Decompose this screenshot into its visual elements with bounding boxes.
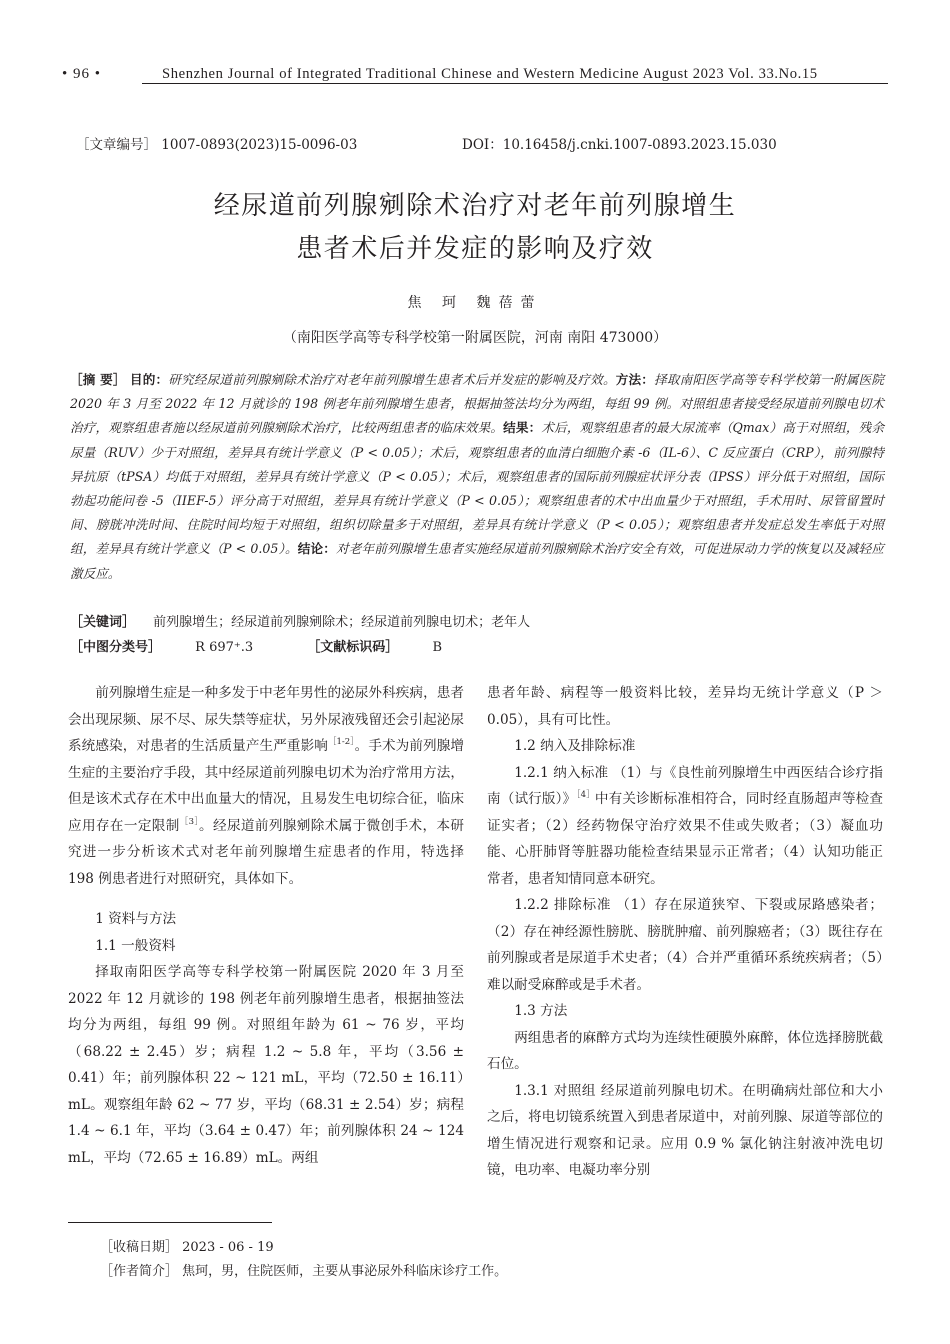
abstract <box>70 368 884 586</box>
clc-label: ［中图分类号］ <box>70 640 162 655</box>
inclusion-text-a: 1.2.1 纳入标准 （1）与《良性前列腺增生中西医结合诊疗指南（试行版）》 <box>487 764 883 807</box>
method-text: 择取南阳医学高等专科学校第一附属医院 2020 年 3 月至 2022 年 12 月就诊的 198 例老年前列腺增生患者，根据抽签法均分为两组，每组 99 例。对照组患者接受经尿道前列腺电切术治疗，观察组患者施以经尿道前列腺剜除术治疗，比较两组患者的临床效果。 <box>70 372 885 436</box>
footnote-rule <box>68 1222 272 1223</box>
result-label: 结果： <box>503 420 542 436</box>
keywords-label: ［关键词］ <box>70 615 136 630</box>
doi: DOI：10.16458/j.cnki.1007-0893.2023.15.030 <box>462 137 777 153</box>
inclusion-paragraph <box>487 760 883 893</box>
section-heading-1-3: 1.3 方法 <box>514 1003 568 1019</box>
intro-text-b: 。手术为前列腺增生症的主要治疗手段，其中经尿道前列腺电切术为治疗常用方法，但是该术式存在术中出血量大的情况，且易发生电切综合征，临床应用存在一定限制 <box>68 738 464 834</box>
clc-value: R 697⁺.3 <box>195 640 254 655</box>
running-header <box>62 56 888 86</box>
method-paragraph: 两组患者的麻醉方式均为连续性硬膜外麻醉，体位选择膀胱截石位。 <box>487 1029 883 1072</box>
page-number: • 96 • <box>62 66 102 82</box>
method-label: 方法： <box>615 372 655 387</box>
journal-name: Shenzhen Journal of Integrated Traditional Chinese and Western Medicine August 2023 Vol. 33.No.15 <box>162 66 818 82</box>
ref-3: ［3］ <box>179 816 200 827</box>
inclusion-text-b: 中有关诊断标准相符合，同时经直肠超声等检查证实者；（2）经药物保守治疗效果不佳或失败者；（3）凝血功能、心肝肺肾等脏器功能检查结果显示正常者；（4）认知功能正常者，患者知情同意本研究。 <box>487 791 883 887</box>
classification <box>70 636 884 655</box>
header-rule <box>142 83 888 84</box>
exclusion-paragraph: 1.2.2 排除标准 （1）存在尿道狭窄、下裂或尿路感染者；（2）存在神经源性膀胱、膀胱肿瘤、前列腺癌者；（3）既往存在前列腺或者是尿道手术史者；（4）合并严重循环系统疾病者；（5）难以耐受麻醉或是手术者。 <box>487 897 883 993</box>
objective-label: 目的： <box>129 372 169 387</box>
conclusion-text: 对老年前列腺增生患者实施经尿道前列腺剜除术治疗安全有效，可促进尿动力学的恢复以及减轻应激反应。 <box>70 541 884 581</box>
title-line-1: 经尿道前列腺剜除术治疗对老年前列腺增生 <box>213 191 737 221</box>
left-column <box>68 680 464 1171</box>
intro-text-a: 前列腺增生症是一种多发于中老年男性的泌尿外科疾病，患者会出现尿频、尿不尽、尿失禁等症状，另外尿液残留还会引起泌尿系统感染，对患者的生活质量产生严重影响 <box>68 685 464 754</box>
ref-1-2: ［1-2］ <box>327 737 355 747</box>
conclusion-label: 结论： <box>297 541 336 557</box>
abstract-label: ［摘 要］ <box>70 372 126 387</box>
keywords-text: 前列腺增生；经尿道前列腺剜除术；经尿道前列腺电切术；老年人 <box>153 615 531 630</box>
authors: 焦 珂 魏蓓蕾 <box>407 295 543 311</box>
intro-paragraph <box>68 680 464 892</box>
section-heading-1-1: 1.1 一般资料 <box>95 937 176 954</box>
article-id: ［文章编号］ 1007-0893(2023)15-0096-03 <box>76 137 358 153</box>
control-group-paragraph: 1.3.1 对照组 经尿道前列腺电切术。在明确病灶部位和大小之后，将电切镜系统置入到患者尿道中，对前列腺、尿道等部位的增生情况进行观察和记录。应用 0.9 % 氯化钠注射液冲洗电切镜，电功率、电凝功率分别 <box>487 1082 883 1178</box>
general-data-continued: 患者年龄、病程等一般资料比较，差异均无统计学意义（P ＞ 0.05），具有可比性。 <box>487 685 883 728</box>
right-column <box>487 680 883 1184</box>
keywords <box>70 611 884 630</box>
author-bio: ［作者简介］ 焦珂，男，住院医师，主要从事泌尿外科临床诊疗工作。 <box>100 1264 508 1279</box>
intro-text-c: 。经尿道前列腺剜除术属于微创手术，本研究进一步分析该术式对老年前列腺增生症患者的作用，特选择 198 例患者进行对照研究，具体如下。 <box>68 817 464 887</box>
received-date: ［收稿日期］ 2023 - 06 - 19 <box>100 1240 274 1255</box>
result-text: 术后，观察组患者的最大尿流率（Qmax）高于对照组，残余尿量（RUV）少于对照组，差异具有统计学意义（P < 0.05）；术后，观察组患者的血清白细胞介素 -6（IL-6）、C 反应蛋白（CRP），前列腺特异抗原（tPSA）均低于对照组，差异具有统计学意义（P < 0.05）；术后，观察组患者的国际前列腺症状评分表（IPSS）评分低于对照组，国际勃起功能问卷 -5（IIEF-5）评分高于对照组，差异具有统计学意义（P < 0.05）；观察组患者的术中出血量少于对照组，手术用时、尿管留置时间、膀胱冲洗时间、住院时间均短于对照组，组织切除量多于对照组，差异具有统计学意义（P < 0.05）；观察组患者并发症总发生率低于对照组，差异具有统计学意义（P < 0.05）。 <box>70 420 885 557</box>
doc-label: ［文献标识码］ <box>307 640 399 655</box>
objective-text: 研究经尿道前列腺剜除术治疗对老年前列腺增生患者术后并发症的影响及疗效。 <box>168 372 616 387</box>
section-heading-1-2: 1.2 纳入及排除标准 <box>514 738 636 754</box>
section-heading-1: 1 资料与方法 <box>95 911 177 927</box>
doc-value: B <box>432 640 443 655</box>
affiliation: （南阳医学高等专科学校第一附属医院，河南 南阳 473000） <box>282 330 668 346</box>
title-line-2: 患者术后并发症的影响及疗效 <box>296 234 654 264</box>
ref-4: ［4］ <box>576 790 595 800</box>
general-data-paragraph: 择取南阳医学高等专科学校第一附属医院 2020 年 3 月至 2022 年 12 月就诊的 198 例老年前列腺增生患者，根据抽签法均分为两组，每组 99 例。对照组年龄为 61 ~ 76 岁，平均（68.22 ± 2.45）岁；病程 1.2 ~ 5.8 年，平均（3.56 ± 0.41）年；前列腺体积 22 ~ 121 mL，平均（72.50 ± 16.11）mL。观察组年龄 62 ~ 77 岁，平均（68.31 ± 2.54）岁；病程 1.4 ~ 6.1 年，平均（3.64 ± 0.47）年；前列腺体积 24 ~ 124 mL，平均（72.65 ± 16.89）mL。两组 <box>68 964 464 1166</box>
